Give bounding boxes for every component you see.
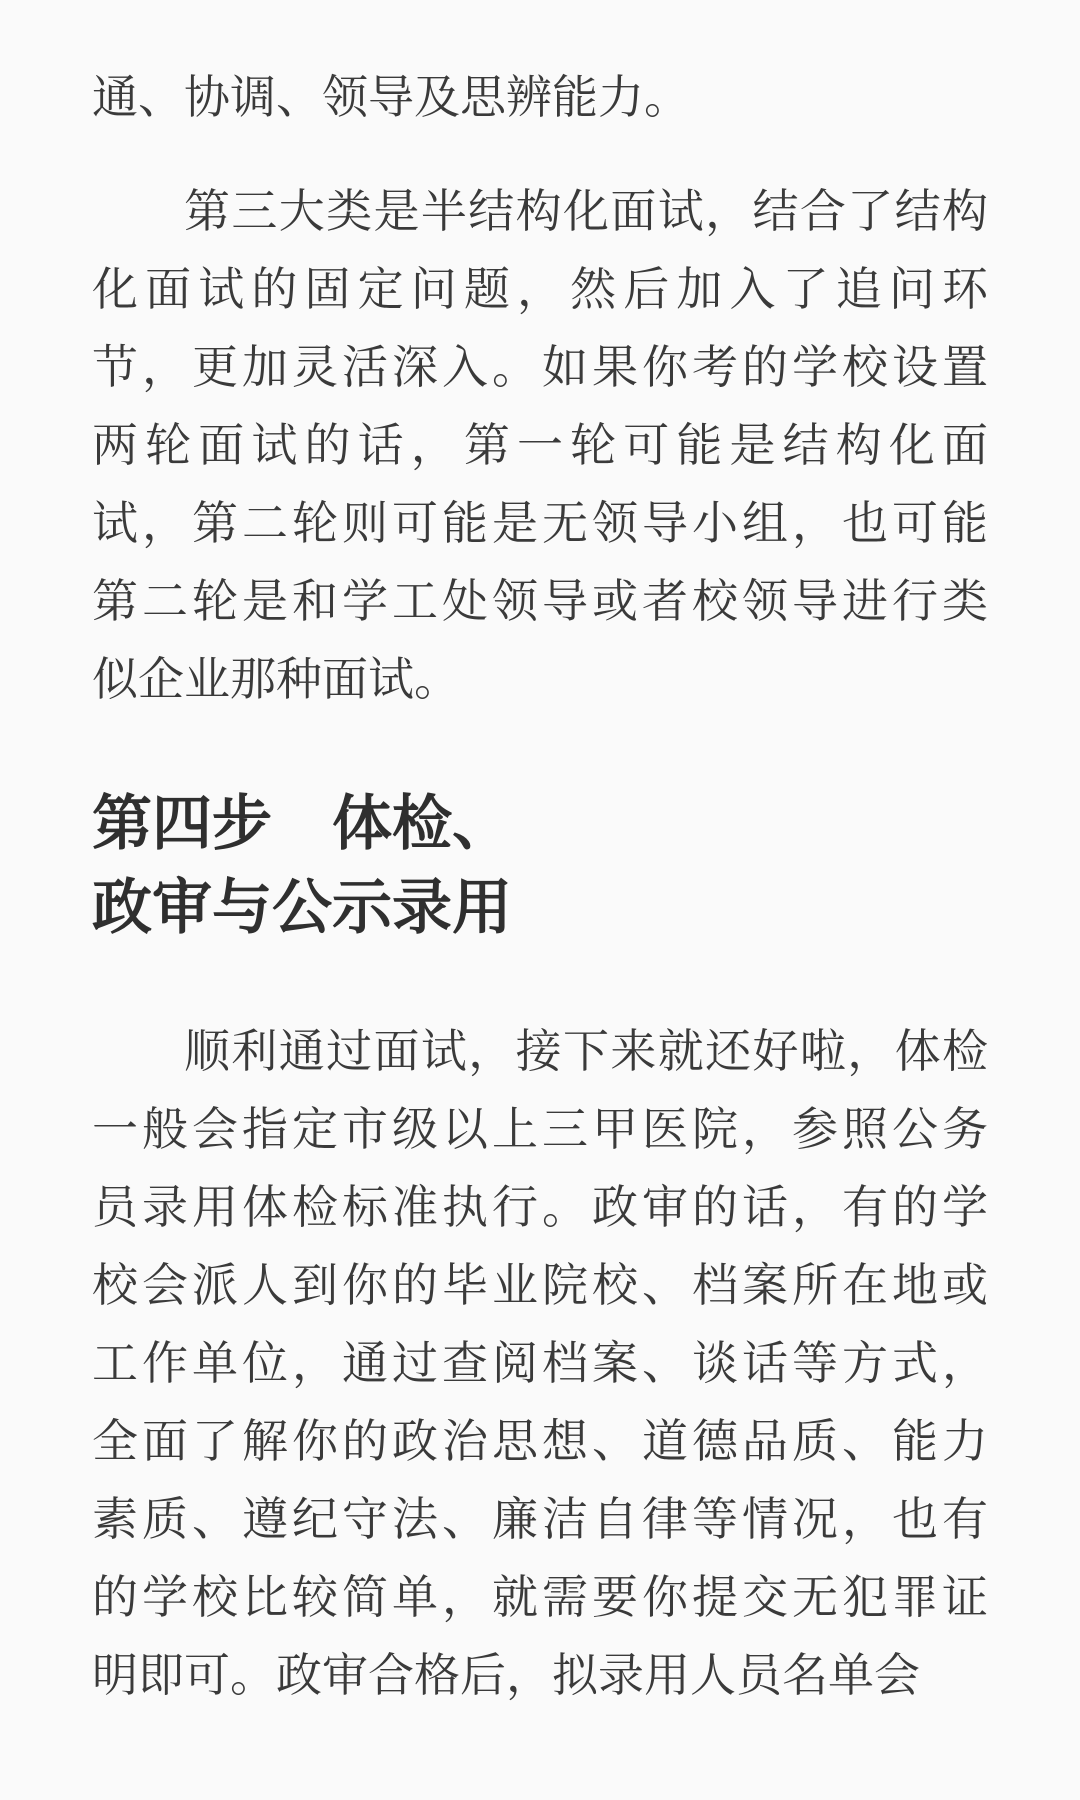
text-line: 第二轮是和学工处领导或者校领导进行类 <box>92 574 988 628</box>
text-line: 全面了解你的政治思想、道德品质、能力 <box>92 1414 988 1468</box>
text-line: 素质、遵纪守法、廉洁自律等情况，也有 <box>92 1492 988 1546</box>
text-line: 的学校比较简单，就需要你提交无犯罪证 <box>92 1570 988 1624</box>
paragraph-semi-structured-interview <box>92 172 988 718</box>
text-line: 通、协调、领导及思辨能力。 <box>92 70 690 124</box>
text-line: 节，更加灵活深入。如果你考的学校设置 <box>92 340 988 394</box>
heading-line-1: 第四步 体检、 <box>92 789 512 859</box>
paragraph-continuation <box>92 58 988 136</box>
text-line: 似企业那种面试。 <box>92 652 460 706</box>
text-line: 第三大类是半结构化面试，结合了结构 <box>184 184 988 238</box>
text-line: 校会派人到你的毕业院校、档案所在地或 <box>92 1258 988 1312</box>
text-line: 一般会指定市级以上三甲医院，参照公务 <box>92 1102 988 1156</box>
paragraph-medical-political-review <box>92 1012 988 1714</box>
text-line: 两轮面试的话，第一轮可能是结构化面 <box>92 418 988 472</box>
text-line: 明即可。政审合格后，拟录用人员名单会 <box>92 1648 920 1702</box>
text-line: 化面试的固定问题，然后加入了追问环 <box>92 262 988 316</box>
text-line: 员录用体检标准执行。政审的话，有的学 <box>92 1180 988 1234</box>
text-line: 顺利通过面试，接下来就还好啦，体检 <box>184 1024 988 1078</box>
text-line: 试，第二轮则可能是无领导小组，也可能 <box>92 496 988 550</box>
text-line: 工作单位，通过查阅档案、谈话等方式， <box>92 1336 988 1390</box>
heading-line-2: 政审与公示录用 <box>92 873 512 943</box>
section-heading <box>92 782 988 950</box>
